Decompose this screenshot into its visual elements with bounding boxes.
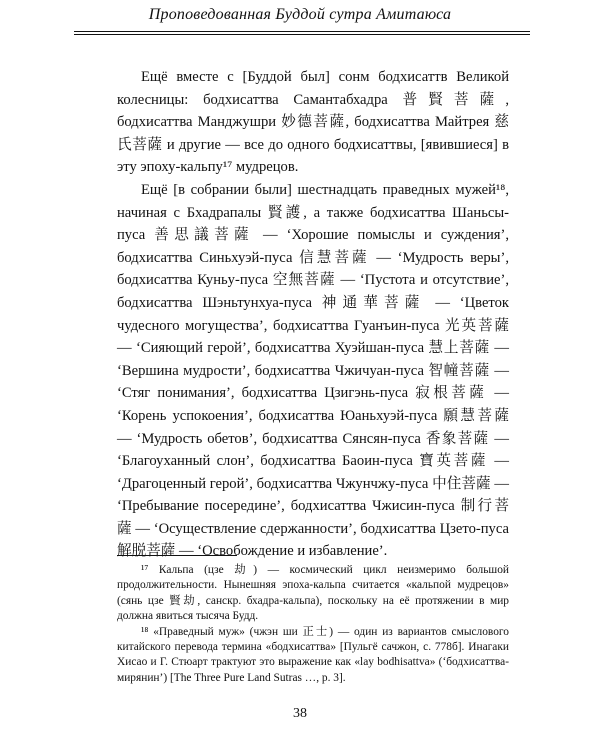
footnotes xyxy=(117,563,509,686)
paragraph-righteous-men: Ещё [в собрании были] шестнадцать праведных мужей¹⁸, начиная с Бхадрапалы 賢護, а также бодхисаттва Шаньсы-пуса 善思議菩薩 — ‘Хорошие помыслы и суждения’, бодхисаттва Синьхуэй-пуса 信慧菩薩 — ‘Мудрость веры’, бодхисаттва Куньу-пуса 空無菩薩 — ‘Пустота и отсутствие’, бодхисаттва Шэньтунхуа-пуса 神通華菩薩 — ‘Цветок чудесного могущества’, бодхисаттва Гуанъин-пуса 光英菩薩 — ‘Сияющий герой’, бодхисаттва Хуэйшан-пуса 慧上菩薩 — ‘Вершина мудрости’, бодхисаттва Чжичуан-пуса 智幢菩薩 — ‘Стяг понимания’, бодхисаттва Цзигэнь-пуса 寂根菩薩 — ‘Корень успокоения’, бодхисаттва Юаньхуэй-пуса 願慧菩薩 — ‘Мудрость обетов’, бодхисаттва Сянсян-пуса 香象菩薩 — ‘Благоуханный слон’, бодхисаттва Баоин-пуса 寶英菩薩 — ‘Драгоценный герой’, бодхисаттва Чжунчжу-пуса 中住菩薩 — ‘Пребывание посередине’, бодхисаттва Чжисин-пуса 制行菩薩 — ‘Осуществление сдержанности’, бодхисаттва Цзето-пуса 解脱菩薩 — ‘Освобождение и избавление’. xyxy=(117,181,509,560)
page-number: 38 xyxy=(293,706,307,721)
footnote-separator xyxy=(117,555,237,556)
header-rule-second xyxy=(74,34,530,35)
footnote-17: ¹⁷ Кальпа (цзе 劫) — космический цикл неизмеримо большой продолжительности. Нынешняя эпоха-кальпа считается «кальпой мудрецов» (сянь цзе 賢劫, санскр. бхадра-кальпа), поскольку на её протяжении в мир должна явиться тысяча Будд. xyxy=(117,564,509,623)
running-head: Проповедованная Буддой сутра Амитаюса xyxy=(148,6,452,23)
main-text xyxy=(117,66,509,563)
paragraph-bodhisattvas: Ещё вместе с [Буддой был] сонм бодхисаттв Великой колесницы: бодхисаттва Самантабхадра 普賢菩薩, бодхисаттва Манджушри 妙德菩薩, бодхисаттва Майтрея 慈氏菩薩 и другие — все до одного бодхисаттвы, [явившиеся] в эту эпоху-кальпу¹⁷ мудрецов. xyxy=(117,69,509,176)
footnote-18: ¹⁸ «Праведный муж» (чжэн ши 正士) — один из вариантов смыслового китайского перевода термина «бодхисаттва» [Пульгё сачжон, с. 778б]. Инагаки Хисао и Г. Стюарт трактуют это выражение как «lay bodhisattva» (‘бодхисаттва-мирянин’) [The Three Pure Land Sutras …, p. 3]. xyxy=(117,625,509,684)
header-rule xyxy=(74,31,530,32)
